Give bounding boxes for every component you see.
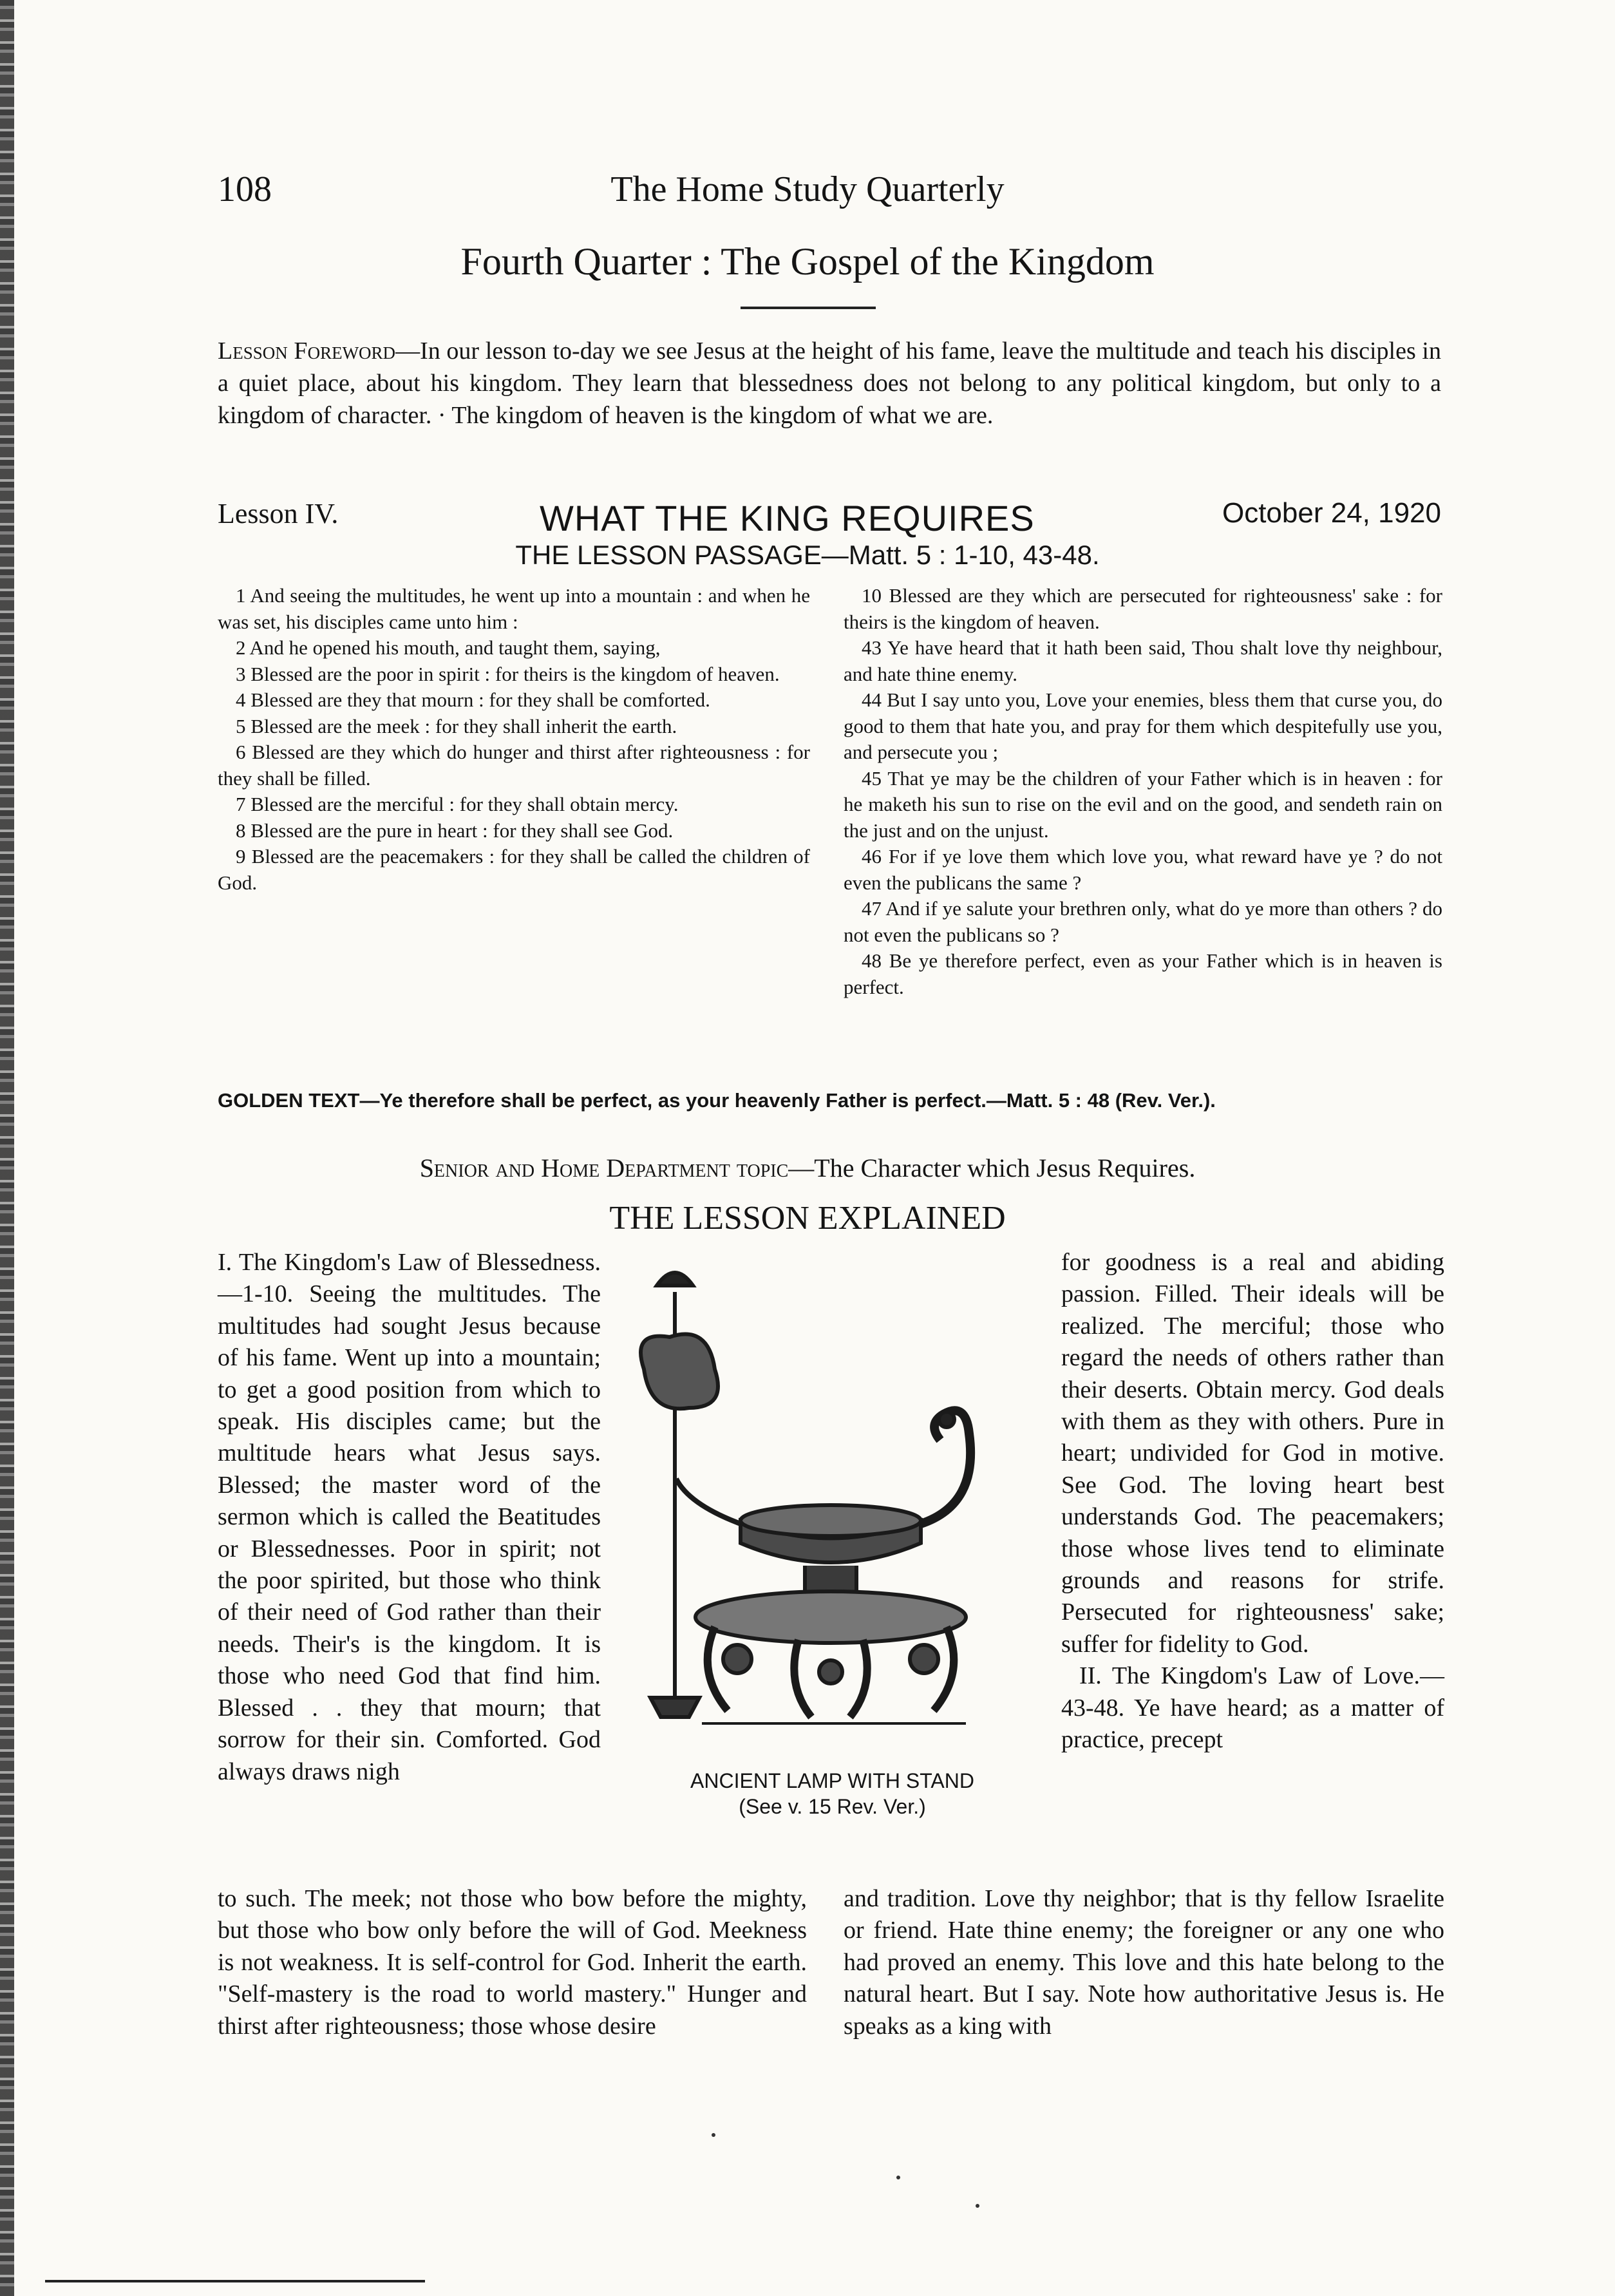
page-binding-edge [0, 0, 14, 2296]
explained-paragraph: for goodness is a real and abiding passion. Filled. Their ideals will be realized. The merciful; those who regard the needs of others rather than their deserts. Obtain mercy. God deals with them as they with others. Pure in heart; undivided for God in motive. See God. The loving heart best understands God. The peacemakers; those whose lives tend to eliminate grounds and reasons for strife. Persecuted for righteousness' sake; suffer for fidelity to God. [1061, 1249, 1444, 1658]
explained-right-top [1061, 1247, 1444, 1756]
verse: 45 That ye may be the children of your Father which is in heaven : for he maketh his sun to rise on the evil and on the good, and sendeth rain on the just and on the unjust. [844, 766, 1442, 842]
foreword-label: Lesson Foreword [218, 337, 396, 365]
lesson-date: October 24, 1920 [1222, 497, 1441, 529]
verse: 6 Blessed are they which do hunger and thirst after righteousness : for they shall be filled. [218, 741, 810, 790]
verse: 1 And seeing the multitudes, he went up into a mountain : and when he was set, his disciples came unto him : [218, 584, 810, 633]
passage-column-right [844, 583, 1442, 1000]
explained-left-bottom [218, 1883, 807, 2042]
verse: 46 For if ye love them which love you, what reward have ye ? do not even the publicans the same ? [844, 845, 1442, 894]
explained-paragraph: and tradition. Love thy neighbor; that is thy fellow Israelite or friend. Hate thine enemy; the foreigner or any one who had proved an enemy. This love and this hate belong to the natural heart. But I say. Note how authoritative Jesus is. He speaks as a king with [844, 1885, 1444, 2040]
title-rule [741, 307, 876, 309]
section-title: Fourth Quarter : The Gospel of the Kingdom [460, 240, 1155, 283]
figure-caption [618, 1768, 1046, 1819]
verse: 3 Blessed are the poor in spirit : for theirs is the kingdom of heaven. [236, 662, 780, 685]
explained-section-heading: II. The Kingdom's Law of Love.—43-48. Ye have heard; as a matter of practice, precept [1061, 1662, 1444, 1754]
lamp-table-top [695, 1591, 966, 1643]
lamp-stand-ornament [641, 1334, 718, 1409]
lamp-stand-base [650, 1698, 699, 1717]
lesson-foreword [218, 335, 1441, 432]
ancient-lamp-illustration [618, 1247, 1046, 1743]
verse: 7 Blessed are the merciful : for they shall obtain mercy. [236, 793, 679, 815]
verse: 48 Be ye therefore perfect, even as your Father which is in heaven is perfect. [844, 949, 1442, 998]
verse: 10 Blessed are they which are persecuted for righteousness' sake : for theirs is the kingdom of heaven. [844, 584, 1442, 633]
print-speck [712, 2133, 715, 2137]
department-topic [0, 1153, 1615, 1183]
print-speck [896, 2176, 900, 2179]
verse: 47 And if ye salute your brethren only, what do ye more than others ? do not even the publicans so ? [844, 897, 1442, 946]
lamp-spout [676, 1479, 741, 1524]
print-speck [976, 2204, 979, 2208]
explained-left-top [218, 1247, 601, 1788]
figure-caption-reference: (See v. 15 Rev. Ver.) [739, 1795, 926, 1818]
verse: 9 Blessed are the peacemakers : for they shall be called the children of God. [218, 845, 810, 894]
verse: 5 Blessed are the meek : for they shall inherit the earth. [236, 714, 677, 737]
bottom-edge-rule [45, 2280, 425, 2282]
verse: 43 Ye have heard that it hath been said, Thou shalt love thy neighbour, and hate thine enemy. [844, 636, 1442, 685]
golden-text: GOLDEN TEXT—Ye therefore shall be perfect, as your heavenly Father is perfect.—Matt. 5 : 48 (Rev. Ver.). [218, 1089, 1216, 1112]
verse: 2 And he opened his mouth, and taught them, saying, [236, 636, 661, 659]
verse: 44 But I say unto you, Love your enemies, bless them that curse you, do good to them that hate you, and pray for them which despitefully use you, and persecute you ; [844, 688, 1442, 763]
verse: 8 Blessed are the pure in heart : for they shall see God. [236, 819, 674, 842]
page-number: 108 [218, 169, 272, 209]
lesson-title: WHAT THE KING REQUIRES [540, 498, 1035, 538]
department-topic-text: —The Character which Jesus Requires. [788, 1153, 1196, 1182]
figure-caption-title: ANCIENT LAMP WITH STAND [690, 1769, 974, 1792]
foreword-text: —In our lesson to-day we see Jesus at the height of his fame, leave the multitude and teach his disciples in a quiet place, about his kingdom. They learn that blessedness does not belong to any political kingdom, but only to a kingdom of character. · The kingdom of heaven is the kingdom of what we are. [218, 337, 1441, 429]
lesson-explained-title: THE LESSON EXPLAINED [609, 1200, 1006, 1237]
verse: 4 Blessed are they that mourn : for they shall be comforted. [236, 688, 710, 711]
journal-title: The Home Study Quarterly [610, 169, 1005, 209]
department-topic-label: Senior and Home Department topic [419, 1153, 789, 1182]
passage-heading: THE LESSON PASSAGE—Matt. 5 : 1-10, 43-48. [515, 540, 1100, 570]
explained-paragraph: I. The Kingdom's Law of Blessedness.—1-10. Seeing the multitudes. The multitudes had sought Jesus because of his fame. Went up into a mountain; to get a good position from which to speak. His disciples came; but the multitude hears what Jesus says. Blessed; the master word of the sermon which is called the Beatitudes or Blessednesses. Poor in spirit; not the poor spirited, but those who think of their need of God rather than their needs. Their's is the kingdom. It is those who need God that find him. Blessed . . they that mourn; that sorrow for their sin. Comforted. God always draws nigh [218, 1249, 601, 1785]
lesson-number: Lesson IV. [218, 498, 339, 529]
passage-column-left [218, 583, 810, 896]
lamp-stand-finial [657, 1273, 693, 1286]
explained-right-bottom [844, 1883, 1444, 2042]
explained-paragraph: to such. The meek; not those who bow before the mighty, but those who bow only before the will of God. Meekness is not weakness. It is self-control for God. Inherit the earth. "Self-mastery is the road to world mastery." Hunger and thirst after righteousness; those whose desire [218, 1885, 807, 2040]
